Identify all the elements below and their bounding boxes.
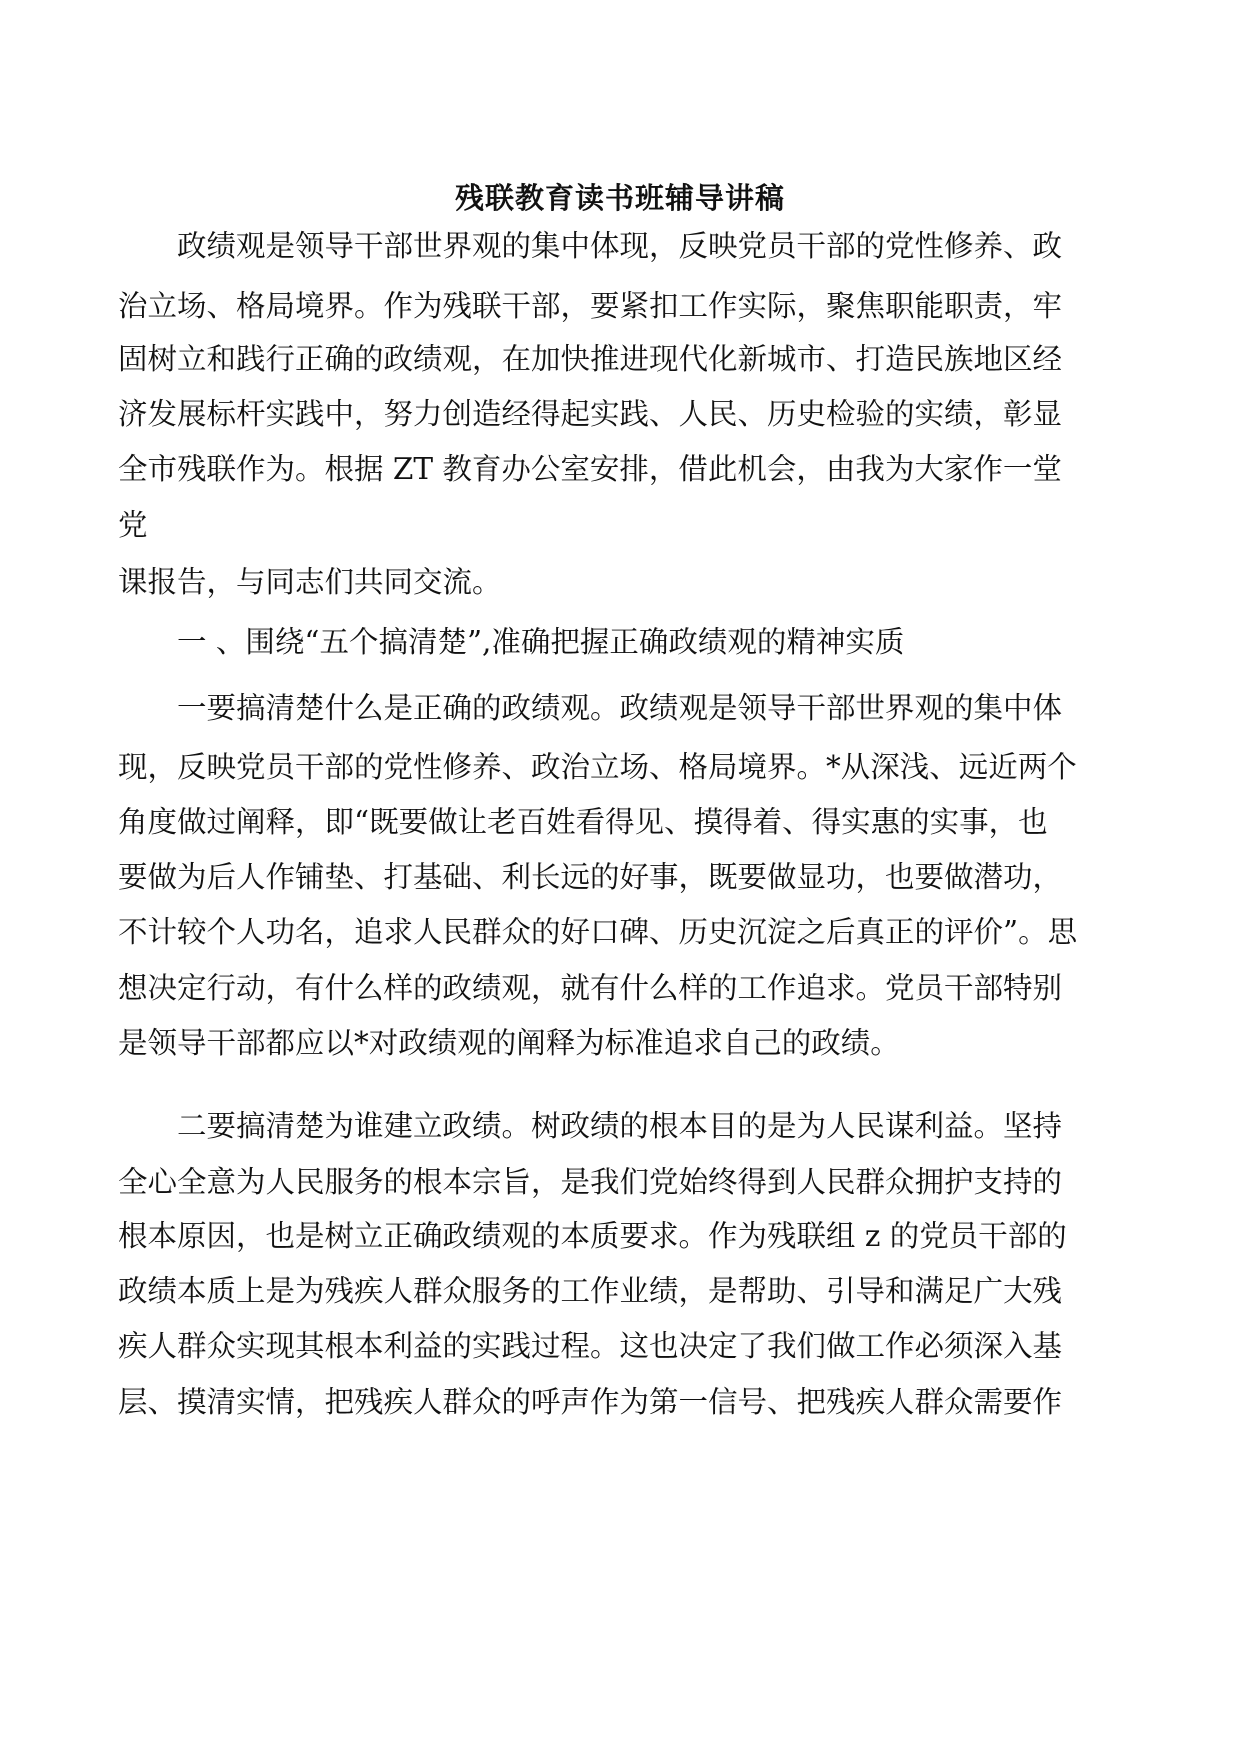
text-line: 济发展标杆实践中，努力创造经得起实践、人民、历史检验的实绩，彰显 <box>118 397 1063 431</box>
text-line: 层、摸清实情，把残疾人群众的呼声作为第一信号、把残疾人群众需要作 <box>118 1385 1063 1419</box>
document-title: 残联教育读书班辅导讲稿 <box>454 181 785 215</box>
text-line: 要做为后人作铺垫、打基础、利长远的好事，既要做显功，也要做潜功， <box>118 860 1063 894</box>
text-line: 不计较个人功名，追求人民群众的好口碑、历史沉淀之后真正的评价”。思 <box>118 915 1078 949</box>
text-line: 固树立和践行正确的政绩观，在加快推进现代化新城市、打造民族地区经 <box>118 342 1063 376</box>
text-line: 全心全意为人民服务的根本宗旨，是我们党始终得到人民群众拥护支持的 <box>118 1165 1063 1199</box>
text-line: 现，反映党员干部的党性修养、政治立场、格局境界。*从深浅、远近两个 <box>118 750 1077 784</box>
text-line: 课报告，与同志们共同交流。 <box>118 565 502 599</box>
text-line: 二要搞清楚为谁建立政绩。树政绩的根本目的是为人民谋利益。坚持 <box>177 1109 1063 1143</box>
text-line: 是领导干部都应以*对政绩观的阐释为标准追求自己的政绩。 <box>118 1026 900 1060</box>
text-line: 政绩本质上是为残疾人群众服务的工作业绩，是帮助、引导和满足广大残 <box>118 1274 1063 1308</box>
text-line: 党 <box>118 508 148 542</box>
text-line: 角度做过阐释，即“既要做让老百姓看得见、摸得着、得实惠的实事，也 <box>118 805 1048 839</box>
text-line: 全市残联作为。根据 ZT 教育办公室安排，借此机会，由我为大家作一堂 <box>118 452 1062 486</box>
heading-line: 一 、围绕“五个搞清楚”,准确把握正确政绩观的精神实质 <box>177 625 905 659</box>
text-line: 政绩观是领导干部世界观的集中体现，反映党员干部的党性修养、政 <box>177 229 1063 263</box>
text-line: 根本原因，也是树立正确政绩观的本质要求。作为残联组 z 的党员干部的 <box>118 1219 1067 1253</box>
text-line: 一要搞清楚什么是正确的政绩观。政绩观是领导干部世界观的集中体 <box>177 691 1063 725</box>
text-line: 疾人群众实现其根本利益的实践过程。这也决定了我们做工作必须深入基 <box>118 1329 1063 1363</box>
text-line: 治立场、格局境界。作为残联干部，要紧扣工作实际，聚焦职能职责，牢 <box>118 289 1063 323</box>
text-line: 想决定行动，有什么样的政绩观，就有什么样的工作追求。党员干部特别 <box>118 971 1063 1005</box>
